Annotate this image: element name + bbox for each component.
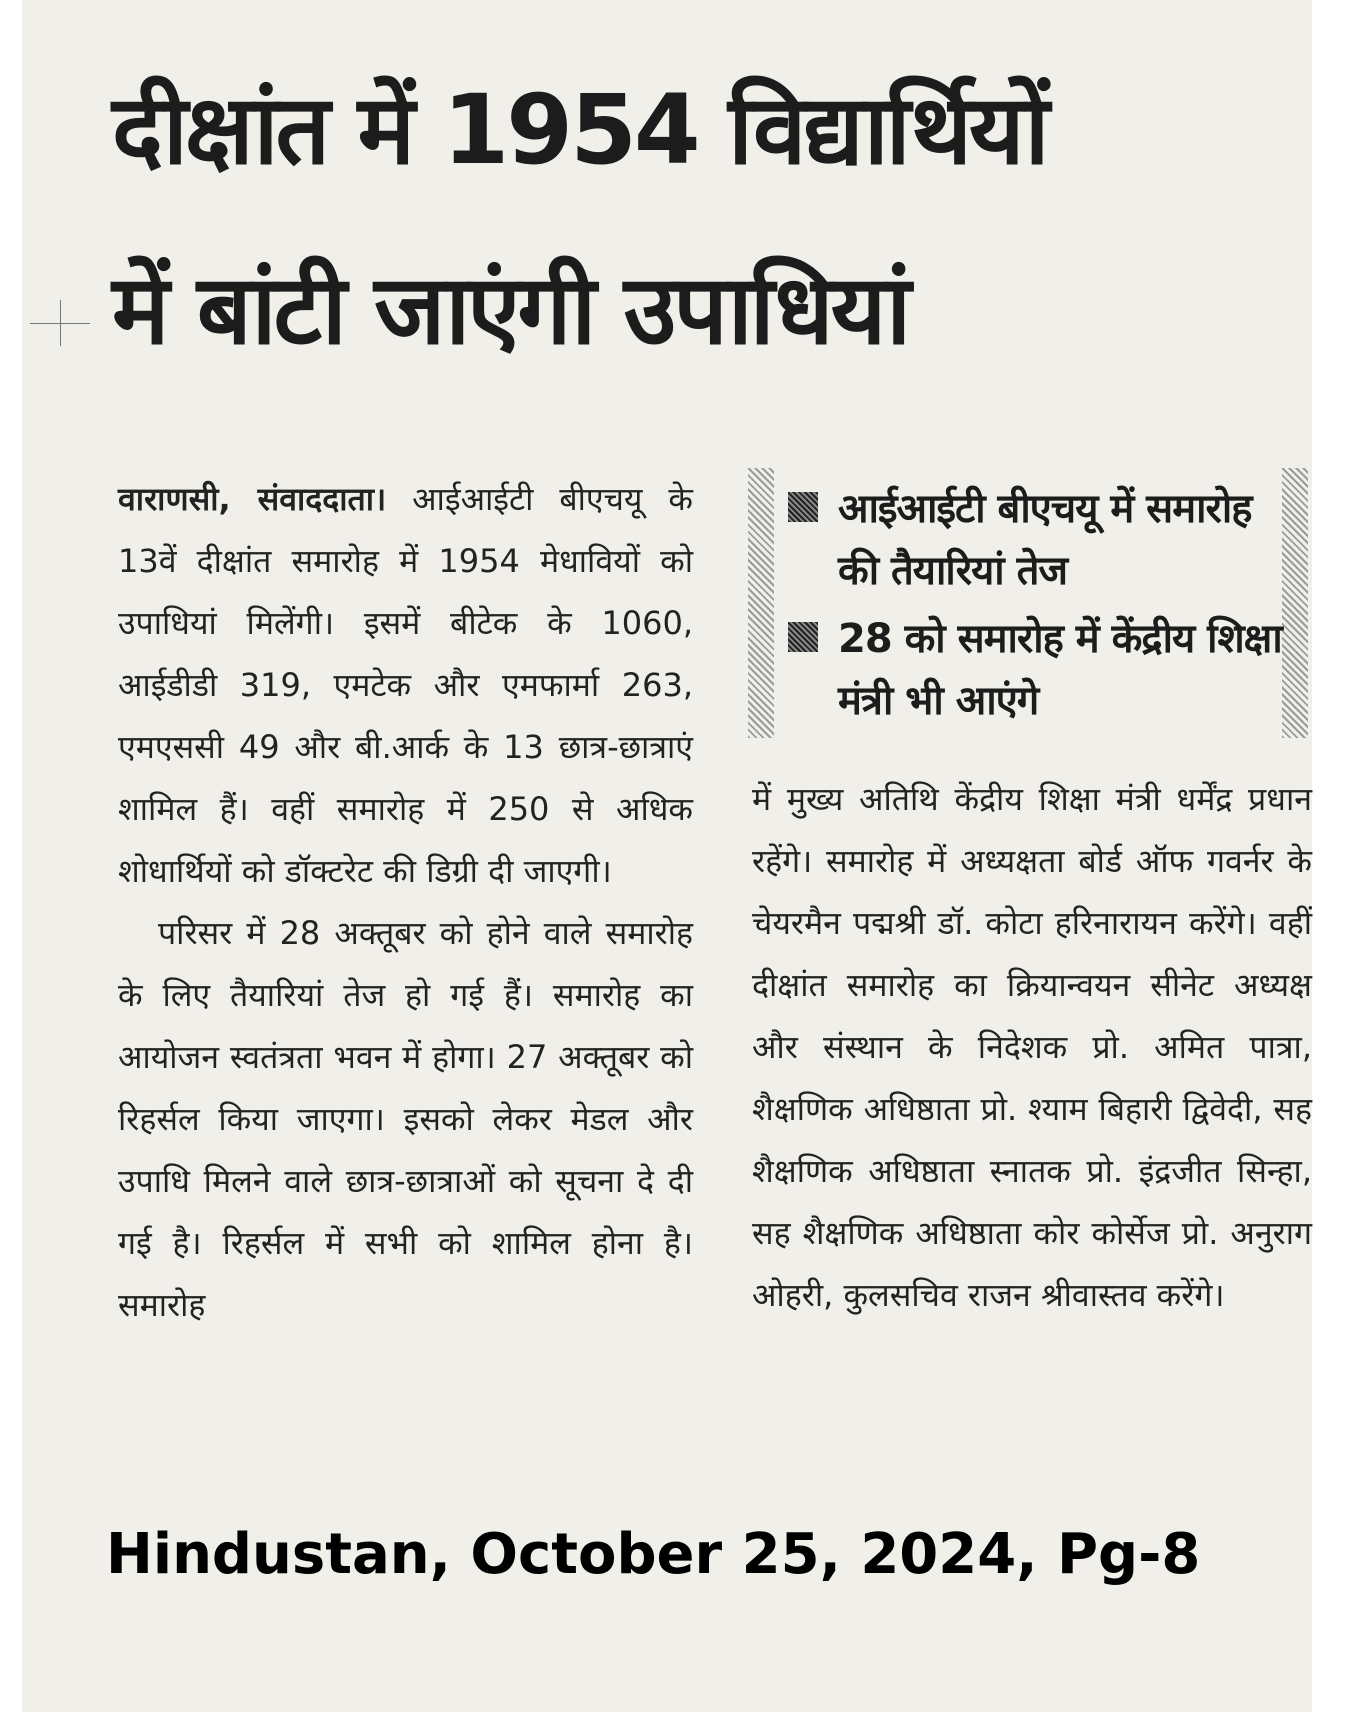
article-column-left: [118, 468, 693, 1336]
hatch-border-left: [748, 468, 774, 738]
highlight-text: 28 को समारोह में केंद्रीय शिक्षा मंत्री भी आएंगे: [838, 616, 1282, 724]
article-paragraph-1: [118, 468, 693, 902]
square-bullet-icon: [788, 492, 818, 522]
article-paragraph-3: में मुख्य अतिथि केंद्रीय शिक्षा मंत्री धर्मेंद्र प्रधान रहेंगे। समारोह में अध्यक्षता बोर्ड ऑफ गवर्नर के चेयरमैन पद्मश्री डॉ. कोटा हरिनारायन करेंगे। वहीं दीक्षांत समारोह का क्रियान्वयन सीनेट अध्यक्ष और संस्थान के निदेशक प्रो. अमित पात्रा, शैक्षणिक अधिष्ठाता प्रो. श्याम बिहारी द्विवेदी, सह शैक्षणिक अधिष्ठाता स्नातक प्रो. इंद्रजीत सिन्हा, सह शैक्षणिक अधिष्ठाता कोर कोर्सेज प्रो. अनुराग ओहरी, कुलसचिव राजन श्रीवास्तव करेंगे।: [752, 780, 1312, 1314]
highlight-item: [788, 478, 1288, 602]
article-column-right: [752, 768, 1312, 1326]
highlights-box: [748, 468, 1308, 738]
registration-mark-vertical: [60, 300, 61, 346]
headline-line-2: में बांटी जाएंगी उपाधियां: [112, 254, 909, 366]
article-paragraph-2: परिसर में 28 अक्तूबर को होने वाले समारोह के लिए तैयारियां तेज हो गई हैं। समारोह का आयोजन स्वतंत्रता भवन में होगा। 27 अक्तूबर को रिहर्सल किया जाएगा। इसको लेकर मेडल और उपाधि मिलने वाले छात्र-छात्राओं को सूचना दे दी गई है। रिहर्सल में सभी को शामिल होना है। समारोह: [118, 914, 693, 1324]
source-citation: Hindustan, October 25, 2024, Pg-8: [106, 1522, 1201, 1587]
square-bullet-icon: [788, 622, 818, 652]
highlight-item: [788, 608, 1288, 732]
paragraph-1-text: आईआईटी बीएचयू के 13वें दीक्षांत समारोह में 1954 मेधावियों को उपाधियां मिलेंगी। इसमें बीटेक के 1060, आईडीडी 319, एमटेक और एमफार्मा 263, एमएससी 49 और बी.आर्क के 13 छात्र-छात्राएं शामिल हैं। वहीं समारोह में 250 से अधिक शोधार्थियों को डॉक्टरेट की डिग्री दी जाएगी।: [118, 480, 693, 890]
headline-line-1: दीक्षांत में 1954 विद्यार्थियों: [112, 74, 1047, 186]
dateline: वाराणसी, संवाददाता।: [118, 480, 387, 518]
highlight-text: आईआईटी बीएचयू में समारोह की तैयारियां तेज: [838, 486, 1252, 594]
